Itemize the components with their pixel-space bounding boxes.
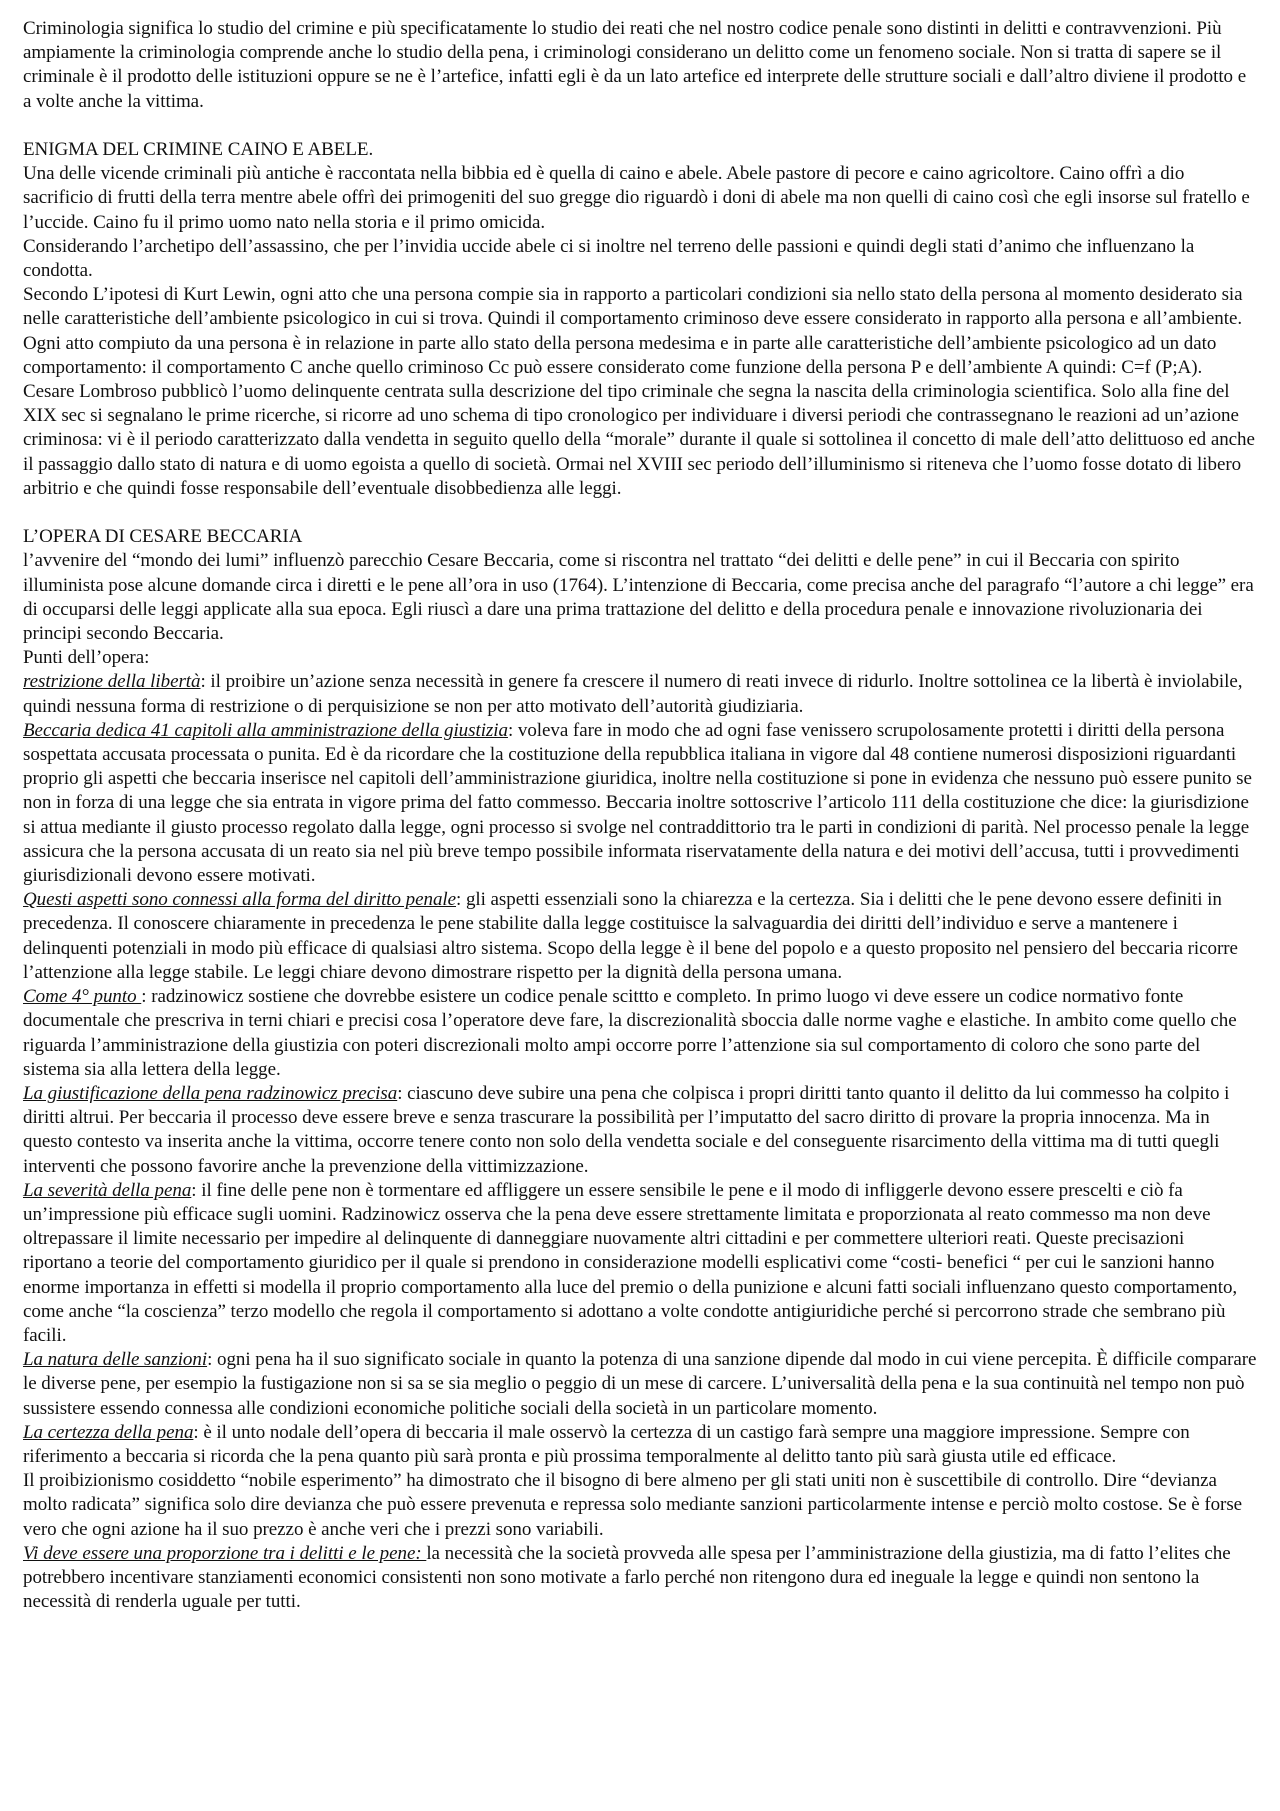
paragraph: l’avvenire del “mondo dei lumi” influenzò parecchio Cesare Beccaria, come si riscontra nel trattato “dei delitti e delle pene” in cui il Beccaria con spirito illuminista pose alcune domande circa i diretti e le pene all’ora in uso (1764). L’intenzione di Beccaria, come precisa anche del paragrafo “l’autore a chi legge” era di occuparsi delle leggi applicate alla sua epoca. Egli riuscì a dare una prima trattazione del delitto e della procedura penale e innovazione rivoluzionaria dei principi secondo Beccaria. [23, 550, 1254, 645]
blank-line [23, 114, 1258, 138]
point-title: La certezza della pena [23, 1421, 194, 1443]
point-paragraph [23, 719, 1258, 888]
point-text: : ciascuno deve subire una pena che colpisca i propri diritti tanto quanto il delitto da lui commesso ha colpito i diritti altrui. Per beccaria il processo deve essere breve e senza trascurare la possibilità per l’imputatto del sacro diritto di provare la propria innocenza. Ma in questo contesto va inserita anche la vittima, occorre tenere conto non solo della vendetta sociale e del conseguente risarcimento della vittima ma di tutti quegli interventi che possono favorire anche la prevenzione della vittimizzazione. [23, 1082, 1230, 1177]
point-paragraph [23, 1082, 1258, 1179]
point-text: : è il unto nodale dell’opera di beccaria il male osservò la certezza di un castigo farà sempre una maggiore impressione. Sempre con riferimento a beccaria si ricorda che la pena quanto più sarà pronta e più prossima temporalmente al delitto tanto più sarà giusta utile ed efficace. [23, 1421, 1190, 1467]
paragraph: Una delle vicende criminali più antiche è raccontata nella bibbia ed è quella di caino e abele. Abele pastore di pecore e caino agricoltore. Caino offrì a dio sacrificio di frutti della terra mentre abele offrì dei primogeniti del suo gregge dio riguardò i doni di abele ma non quelli di caino così che egli insorse sul fratello e l’uccide. Caino fu il primo uomo nato nella storia e il primo omicida. [23, 163, 1250, 233]
point-paragraph [23, 1179, 1258, 1348]
point-text: : gli aspetti essenziali sono la chiarezza e la certezza. Sia i delitti che le pene devono essere definiti in precedenza. Il conoscere chiaramente in precedenza le pene stabilite dalla legge costituisce la salvaguardia dei diritti dell’individuo e serve a mantenere i delinquenti potenziali in modo più efficace di qualsiasi altro sistema. Scopo della legge è il bene del popolo e a questo proposito nel pensiero del beccaria ricorre l’attenzione alla legge stabile. Le leggi chiare devono dimostrare rispetto per la dignità della persona umana. [23, 889, 1238, 983]
point-title: La natura delle sanzioni [23, 1349, 208, 1371]
point-text: : il fine delle pene non è tormentare ed affliggere un essere sensibile le pene e il modo di infliggerle devono essere prescelti e ciò fa un’impressione più efficace sugli uomini. Radzinowicz osserva che la pena deve essere strettamente limitata e proporzionata al reato commesso ma non deve oltrepassare il limite necessario per impedire al delinquente di danneggiare nuovamente altri cittadini e per commettere ulteriori reati. Queste precisazioni riportano a teorie del comportamento giuridico per il quale si prendono in considerazione modelli esplicativi come “costi- benefici “ per cui le sanzioni hanno enorme importanza in effetti si modella il proprio comportamento alla luce del premio o della punizione e alcuni fatti sociali influenzano questo comportamento, come anche “la coscienza” terzo modello che regola il comportamento si adottano a volte condotte antigiuridiche perché si percorrono strade che sembrano più facili. [23, 1179, 1238, 1346]
document-page [23, 17, 1258, 1614]
point-text: : voleva fare in modo che ad ogni fase venissero scrupolosamente protetti i diritti della persona sospettata accusata processata o punita. Ed è da ricordare che la costituzione della repubblica italiana in vigore dal 48 contiene numerosi disposizioni riguardanti proprio gli aspetti che beccaria inserisce nel capitoli dell’amministrazione giuridica, inoltre nella costituzione si pone in evidenza che nessuno può essere punito se non in forza di una legge che sia entrata in vigore prima del fatto commesso. Beccaria inoltre sottoscrive l’articolo 111 della costituzione che dice: la giurisdizione si attua mediante il giusto processo regolato dalla legge, ogni processo si svolge nel contraddittorio tra le parti in condizioni di parità. Nel processo penale la legge assicura che la persona accusata di un reato sia nel più breve tempo possibile informata riservatamente della natura e dei motivi dell’accusa, tutti i provvedimenti giurisdizionali devono essere motivati. [23, 719, 1252, 887]
point-text: : ogni pena ha il suo significato sociale in quanto la potenza di una sanzione dipende dal modo in cui viene percepita. È difficile comparare le diverse pene, per esempio la fustigazione non si sa se sia meglio o peggio di un mese di carcere. L’universalità della pena e la sua continuità nel tempo non può sussistere essendo connessa alle condizioni economiche politiche sociali della società in un particolare momento. [23, 1349, 1257, 1419]
point-text: : il proibire un’azione senza necessità in genere fa crescere il numero di reati invece di ridurlo. Inoltre sottolinea ce la libertà è inviolabile, quindi nessuna forma di restrizione o di perquisizione se non per atto motivato dell’autorità giudiziaria. [23, 671, 1243, 717]
section-heading-beccaria: L’OPERA DI CESARE BECCARIA [23, 526, 303, 548]
intro-paragraph: Criminologia significa lo studio del crimine e più specificatamente lo studio dei reati che nel nostro codice penale sono distinti in delitti e contravvenzioni. Più ampiamente la criminologia comprende anche lo studio della pena, i criminologi considerano un delitto come un fenomeno sociale. Non si tratta di sapere se il criminale è il prodotto delle istituzioni oppure se ne è l’artefice, infatti egli è da un lato artefice ed interprete delle strutture sociali e dall’altro diviene il prodotto e a volte anche la vittima. [23, 18, 1247, 112]
point-title: La giustificazione della pena radzinowicz precisa [23, 1082, 398, 1104]
paragraph: Secondo L’ipotesi di Kurt Lewin, ogni atto che una persona compie sia in rapporto a particolari condizioni sia nello stato della persona al momento desiderato sia nelle caratteristiche dell’ambiente psicologico in cui si trova. Quindi il comportamento criminoso deve essere considerato in rapporto alla persona e all’ambiente. [23, 284, 1243, 330]
point-paragraph [23, 888, 1258, 985]
point-paragraph [23, 1421, 1258, 1469]
point-paragraph [23, 670, 1258, 718]
point-text: : radzinowicz sostiene che dovrebbe esistere un codice penale scittto e completo. In primo luogo vi deve essere un codice normativo fonte documentale che prescriva in terni chiari e precisi cosa l’operatore deve fare, la discrezionalità sboccia dalle norme vaghe e elastiche. In ambito come quello che riguarda l’amministrazione della giustizia con poteri discrezionali molto ampi occorre porre l’attenzione sia sul comportamento di coloro che sono parte del sistema sia alla lettera della legge. [23, 986, 1237, 1080]
point-title: La severità della pena [23, 1179, 192, 1201]
point-title: Come 4° punto [23, 986, 142, 1008]
point-title: Vi deve essere una proporzione tra i delitti e le pene: [23, 1542, 427, 1564]
paragraph: Il proibizionismo cosiddetto “nobile esperimento” ha dimostrato che il bisogno di bere almeno per gli stati uniti non è suscettibile di controllo. Dire “devianza molto radicata” significa solo dire devianza che può essere prevenuta e repressa solo mediante sanzioni particolarmente intense e perciò molto costose. Se è forse vero che ogni azione ha il suo prezzo è anche veri che i prezzi sono variabili. [23, 1470, 1243, 1540]
point-text: la necessità che la società provveda alle spesa per l’amministrazione della giustizia, ma di fatto l’elites che potrebbero incentivare stanziamenti economici consistenti non sono motivate a farlo perché non ritengono dura ed ineguale la legge e quindi non sentono la necessità di renderla uguale per tutti. [23, 1542, 1231, 1613]
paragraph: Considerando l’archetipo dell’assassino, che per l’invidia uccide abele ci si inoltre nel terreno delle passioni e quindi degli stati d’animo che influenzano la condotta. [23, 235, 1195, 282]
paragraph: Ogni atto compiuto da una persona è in relazione in parte allo stato della persona medesima e in parte alle caratteristiche dell’ambiente psicologico ad un dato comportamento: il comportamento C anche quello criminoso Cc può essere considerato come funzione della persona P e dell’ambiente A quindi: C=f (P;A). [23, 332, 1217, 378]
section-heading-caino-abele: ENIGMA DEL CRIMINE CAINO E ABELE. [23, 139, 374, 160]
point-title: Questi aspetti sono connessi alla forma del diritto penale [23, 889, 457, 911]
point-title: restrizione della libertà [23, 671, 201, 693]
point-paragraph [23, 1542, 1258, 1615]
paragraph: Cesare Lombroso pubblicò l’uomo delinquente centrata sulla descrizione del tipo criminale che segna la nascita della criminologia scientifica. Solo alla fine del XIX sec si segnalano le prime ricerche, si ricorre ad uno schema di tipo cronologico per individuare i diversi periodi che contrassegnano le reazioni ad un’azione criminosa: vi è il periodo caratterizzato dalla vendetta in seguito quello della “morale” durante il quale si sottolinea il concetto di male dell’atto delittuoso ed anche il passaggio dallo stato di natura e di uomo egoista a quello di società. Ormai nel XVIII sec periodo dell’illuminismo si riteneva che l’uomo fosse dotato di libero arbitrio e che quindi fosse responsabile dell’eventuale disobbedienza alle leggi. [23, 381, 1255, 499]
points-intro: Punti dell’opera: [23, 647, 150, 669]
point-title: Beccaria dedica 41 capitoli alla amministrazione della giustizia [23, 719, 508, 741]
point-paragraph [23, 985, 1258, 1082]
point-paragraph [23, 1348, 1258, 1421]
blank-line [23, 501, 1258, 525]
